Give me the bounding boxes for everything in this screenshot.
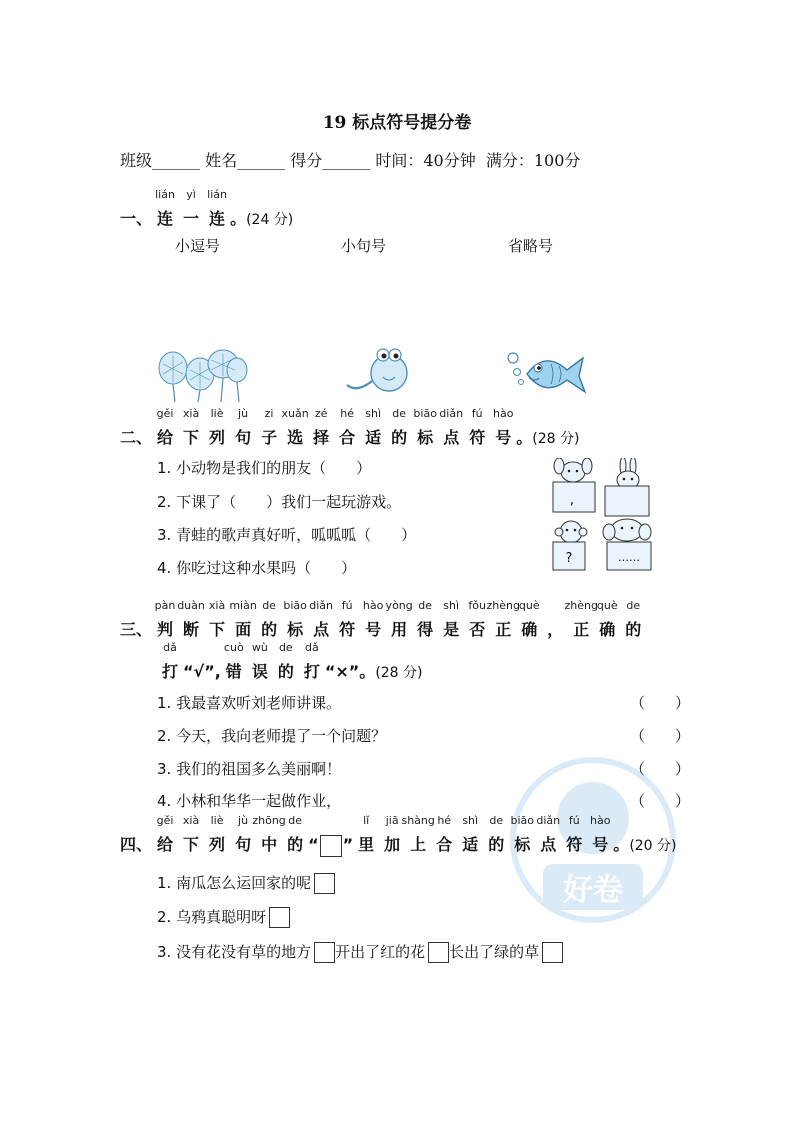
pinyin-text: hào — [492, 407, 514, 420]
s4-answer-box-2[interactable] — [269, 907, 290, 928]
s2-question-2[interactable]: 2. 下课了（ ）我们一起玩游戏。 — [157, 493, 402, 511]
hanzi-text: ， — [547, 620, 564, 639]
pinyin-char — [365, 407, 382, 448]
pinyin-text: què — [518, 599, 540, 612]
hanzi-text: 连 — [157, 209, 174, 228]
hanzi-text: 是 — [443, 620, 460, 639]
pinyin-char — [261, 407, 278, 448]
pinyin-char — [510, 814, 534, 855]
s4-answer-box-3[interactable] — [314, 942, 335, 963]
pinyin-char — [384, 814, 401, 855]
pinyin-text: jù — [238, 407, 249, 420]
s4-sentence-2: 2. 乌鸦真聪明呀 — [157, 906, 290, 928]
hanzi-text: 面 — [235, 620, 252, 639]
pinyin-text: de — [489, 814, 504, 827]
pinyin-text: lián — [155, 188, 175, 201]
option-small-comma[interactable]: 小逗号 — [175, 237, 221, 255]
name-field[interactable]: 姓名______ — [205, 151, 286, 170]
pinyin-char — [566, 814, 583, 855]
pinyin-text: xià — [182, 407, 200, 420]
pinyin-char — [439, 407, 464, 448]
section-1-heading: 一、 lián 连 yì 一 lián 连 。(24 分) — [120, 188, 294, 228]
hanzi-text: 的 — [391, 428, 408, 447]
hanzi-text: 确 — [599, 620, 616, 639]
hanzi-text: 点 — [443, 428, 460, 447]
s4-answer-box-1[interactable] — [314, 873, 335, 894]
pinyin-text: fú — [341, 599, 353, 612]
pinyin-char — [182, 407, 200, 448]
s3-answer-1[interactable]: （ ） — [630, 694, 691, 712]
pinyin-char — [443, 599, 460, 640]
sample-box-icon — [320, 835, 342, 857]
s3-statement-4: 4. 小林和华华一起做作业， — [157, 792, 342, 810]
pinyin-text: fú — [568, 814, 580, 827]
pinyin-text: fú — [471, 407, 483, 420]
pinyin-char — [223, 641, 244, 682]
section-1-words — [152, 188, 230, 228]
pinyin-char — [486, 599, 520, 640]
hanzi-text: 的 — [625, 620, 642, 639]
section-2-score: (28 分) — [532, 431, 580, 447]
pinyin-char — [235, 814, 252, 855]
pinyin-text: biāo — [283, 599, 307, 612]
s2-question-4[interactable]: 4. 你吃过这种水果吗（ ） — [157, 559, 357, 577]
section-2-heading: 二、 gěi 给 xià 下 liè 列 jù 句 zi 子 xuǎn 选 zé 择 hé 合 shì 适 de 的 biāo 标 diǎn 点 fú 符 hào 号 。(28 分) — [120, 407, 580, 447]
section-3-heading-line2: dǎ 打 “√”, cuò 错 wù 误 de 的 dǎ 打 “×”。(28 分) — [162, 641, 423, 681]
pinyin-char — [391, 407, 408, 448]
pinyin-text: de — [262, 599, 276, 612]
pinyin-char — [468, 599, 486, 640]
animals-holding-cards-picture — [547, 458, 655, 574]
hanzi-text: 得 — [417, 620, 434, 639]
pinyin-text: hào — [362, 599, 384, 612]
pinyin-text: yòng — [385, 599, 413, 612]
pinyin-text: zi — [264, 407, 274, 420]
pinyin-text: diǎn — [309, 599, 333, 612]
hanzi-text: 下 — [209, 620, 226, 639]
pinyin-text: wù — [251, 641, 268, 654]
pinyin-text: dǎ — [304, 641, 319, 654]
pinyin-text: jiā — [385, 814, 399, 827]
hanzi-text: 下 — [183, 428, 200, 447]
hanzi-text: 加 — [384, 835, 401, 854]
pinyin-char — [518, 599, 540, 640]
hanzi-text: 标 — [287, 620, 304, 639]
pinyin-char — [287, 814, 304, 855]
hanzi-text: 符 — [339, 620, 356, 639]
hanzi-text: 的 — [277, 662, 294, 681]
pinyin-text: liè — [210, 407, 224, 420]
pinyin-text: liè — [210, 814, 224, 827]
pinyin-char — [536, 814, 561, 855]
s4-sentence-3: 3. 没有花没有草的地方 开出了红的花 长出了绿的草 — [157, 941, 563, 963]
score-field[interactable]: 得分______ — [290, 151, 371, 170]
pinyin-char — [303, 641, 320, 682]
pinyin-text: duàn — [177, 599, 205, 612]
pinyin-char — [252, 814, 286, 855]
hanzi-text: 的 — [261, 620, 278, 639]
section-4-heading: 四、 gěi 给 xià 下 liè 列 jù 句 zhōng 中 de 的 “ ” lǐ 里 jiā 加 shàng 上 hé 合 shì 适 de 的 biāo 标 diǎn 点 fú 符 hào 号 。(20 分) — [120, 832, 677, 857]
hanzi-text: 号 — [365, 620, 382, 639]
pinyin-text: biāo — [413, 407, 437, 420]
pinyin-char — [492, 407, 514, 448]
pinyin-char — [596, 599, 618, 640]
pinyin-text: zé — [314, 407, 328, 420]
hanzi-text: 上 — [410, 835, 427, 854]
s4-answer-box-5[interactable] — [542, 942, 563, 963]
pinyin-text: zhōng — [252, 814, 286, 827]
pinyin-char — [154, 599, 176, 640]
hanzi-text: 判 — [157, 620, 174, 639]
hanzi-text: 号 — [592, 835, 609, 854]
pinyin-char — [208, 599, 226, 640]
hanzi-text: 的 — [488, 835, 505, 854]
hanzi-text: 符 — [566, 835, 583, 854]
pinyin-char — [261, 599, 278, 640]
pinyin-char — [207, 188, 227, 229]
section-1-score: (24 分) — [246, 212, 294, 228]
hanzi-text: 合 — [339, 428, 356, 447]
fish-picture[interactable] — [505, 348, 587, 398]
hanzi-text: 子 — [261, 428, 278, 447]
hanzi-text: 里 — [358, 835, 375, 854]
pinyin-char — [564, 599, 598, 640]
pinyin-char — [283, 599, 307, 640]
hanzi-text: 点 — [540, 835, 557, 854]
pinyin-text: de — [288, 814, 302, 827]
option-ellipsis[interactable]: 省略号 — [508, 237, 554, 255]
hanzi-text: 标 — [514, 835, 531, 854]
s3-answer-2[interactable]: （ ） — [630, 727, 691, 745]
pinyin-text: cuò — [223, 641, 244, 654]
card-comma: , — [569, 493, 575, 508]
pinyin-char — [625, 599, 642, 640]
pinyin-text: de — [392, 407, 407, 420]
pinyin-text: de — [626, 599, 641, 612]
card-ellipsis: …… — [618, 551, 640, 564]
hanzi-text: 的 — [287, 835, 304, 854]
pinyin-char — [251, 641, 268, 682]
pinyin-char — [385, 599, 413, 640]
hanzi-text: 下 — [183, 835, 200, 854]
pinyin-char — [183, 188, 200, 229]
s3-statement-3: 3. 我们的祖国多么美丽啊！ — [157, 760, 342, 778]
hanzi-text: 正 — [495, 620, 512, 639]
pinyin-char — [156, 814, 174, 855]
pinyin-text: biāo — [510, 814, 534, 827]
page-title: 19 标点符号提分卷 — [322, 113, 472, 133]
pinyin-text: shàng — [401, 814, 435, 827]
pinyin-char — [209, 407, 226, 448]
hanzi-text: 句 — [235, 428, 252, 447]
hanzi-text: 连 — [209, 209, 226, 228]
hanzi-text: 标 — [417, 428, 434, 447]
card-question: ? — [565, 551, 573, 566]
pinyin-char — [462, 814, 479, 855]
pinyin-char — [277, 641, 294, 682]
lotus-leaves-picture[interactable] — [155, 348, 250, 403]
pinyin-text: shì — [462, 814, 479, 827]
pinyin-char — [417, 599, 434, 640]
hanzi-text: 中 — [261, 835, 278, 854]
pinyin-char — [182, 814, 200, 855]
s3-statement-1: 1. 我最喜欢听刘老师讲课。 — [157, 694, 342, 712]
tadpole-picture[interactable] — [345, 345, 410, 397]
pinyin-text: què — [596, 599, 618, 612]
section-3-score: (28 分) — [375, 665, 423, 681]
pinyin-char — [401, 814, 435, 855]
pinyin-char — [547, 617, 563, 640]
pinyin-char — [155, 188, 175, 229]
hanzi-text: 误 — [251, 662, 268, 681]
pinyin-char — [209, 814, 226, 855]
pinyin-text: shì — [443, 599, 460, 612]
pinyin-char — [156, 407, 174, 448]
option-small-period[interactable]: 小句号 — [341, 237, 387, 255]
pinyin-text: lǐ — [363, 814, 370, 827]
s4-answer-box-4[interactable] — [428, 942, 449, 963]
pinyin-text: de — [418, 599, 433, 612]
pinyin-char — [469, 407, 486, 448]
hanzi-text: 列 — [209, 428, 226, 447]
hanzi-text: 符 — [469, 428, 486, 447]
pinyin-text: xià — [208, 599, 226, 612]
full-score-label: 满分：100分 — [485, 151, 581, 170]
pinyin-char — [309, 599, 333, 640]
hanzi-text: 给 — [157, 835, 174, 854]
pinyin-char — [436, 814, 453, 855]
hanzi-text: 点 — [313, 620, 330, 639]
pinyin-char — [229, 599, 257, 640]
hanzi-text: 给 — [157, 428, 174, 447]
hanzi-text: 断 — [183, 620, 200, 639]
s3-statement-2: 2. 今天，我向老师提了一个问题？ — [157, 727, 387, 745]
section-4-score: (20 分) — [629, 838, 677, 854]
pinyin-char — [177, 599, 205, 640]
pinyin-text: gěi — [156, 814, 174, 827]
watermark-text: 好卷 — [563, 873, 623, 908]
pinyin-char — [281, 407, 309, 448]
s4-sentence-1: 1. 南瓜怎么运回家的呢 — [157, 872, 335, 894]
pinyin-text: shì — [365, 407, 382, 420]
pinyin-char — [339, 407, 356, 448]
pinyin-char — [358, 814, 375, 855]
pinyin-text: gěi — [156, 407, 174, 420]
student-info-row — [120, 148, 580, 171]
pinyin-char — [339, 599, 356, 640]
class-field[interactable]: 班级______ — [120, 151, 201, 170]
s2-question-3[interactable]: 3. 青蛙的歌声真好听，呱呱呱（ ） — [157, 526, 417, 544]
hanzi-text: 适 — [365, 428, 382, 447]
pinyin-text: hé — [340, 407, 354, 420]
hanzi-text: 确 — [521, 620, 538, 639]
pinyin-char — [362, 599, 384, 640]
pinyin-text: de — [278, 641, 293, 654]
hanzi-text: 号 — [495, 428, 512, 447]
section-3-heading-line1: 三、 pàn 判 duàn 断 xià 下 miàn 面 de 的 biāo 标 diǎn 点 fú 符 hào 号 yòng 用 de 得 shì 是 fǒu 否 zhèng 正 què 确 ， zhèng 正 què 确 de 的 — [120, 617, 646, 640]
hanzi-text: 否 — [469, 620, 486, 639]
s3-answer-3[interactable]: （ ） — [630, 760, 691, 778]
pinyin-text: pàn — [154, 599, 176, 612]
hanzi-text: 适 — [462, 835, 479, 854]
pinyin-char — [590, 814, 611, 855]
pinyin-text: yì — [186, 188, 196, 201]
pinyin-text: miàn — [229, 599, 257, 612]
hanzi-text: 错 — [225, 662, 242, 681]
hanzi-text: 一 — [183, 209, 200, 228]
pinyin-text: hào — [590, 814, 611, 827]
time-label: 时间：40分钟 — [375, 151, 476, 170]
pinyin-char — [235, 407, 252, 448]
hanzi-text: 合 — [436, 835, 453, 854]
hanzi-text: 选 — [287, 428, 304, 447]
pinyin-text: zhèng — [486, 599, 520, 612]
s3-answer-4[interactable]: （ ） — [630, 792, 691, 810]
pinyin-text: jù — [238, 814, 249, 827]
hanzi-text: 句 — [235, 835, 252, 854]
hanzi-text: 择 — [313, 428, 330, 447]
hanzi-text: 打 — [303, 662, 320, 681]
pinyin-text: diǎn — [536, 814, 561, 827]
pinyin-text: zhèng — [564, 599, 598, 612]
hanzi-text: 列 — [209, 835, 226, 854]
hanzi-text: 正 — [573, 620, 590, 639]
pinyin-text: xià — [182, 814, 200, 827]
pinyin-char — [313, 407, 330, 448]
pinyin-text: diǎn — [439, 407, 464, 420]
s2-question-1[interactable]: 1. 小动物是我们的朋友（ ） — [157, 459, 372, 477]
pinyin-text: xuǎn — [281, 407, 309, 420]
pinyin-text: fǒu — [468, 599, 486, 612]
hanzi-text: 用 — [391, 620, 408, 639]
pinyin-text: hé — [437, 814, 452, 827]
pinyin-text: lián — [207, 188, 227, 201]
pinyin-char — [413, 407, 437, 448]
pinyin-char — [488, 814, 505, 855]
